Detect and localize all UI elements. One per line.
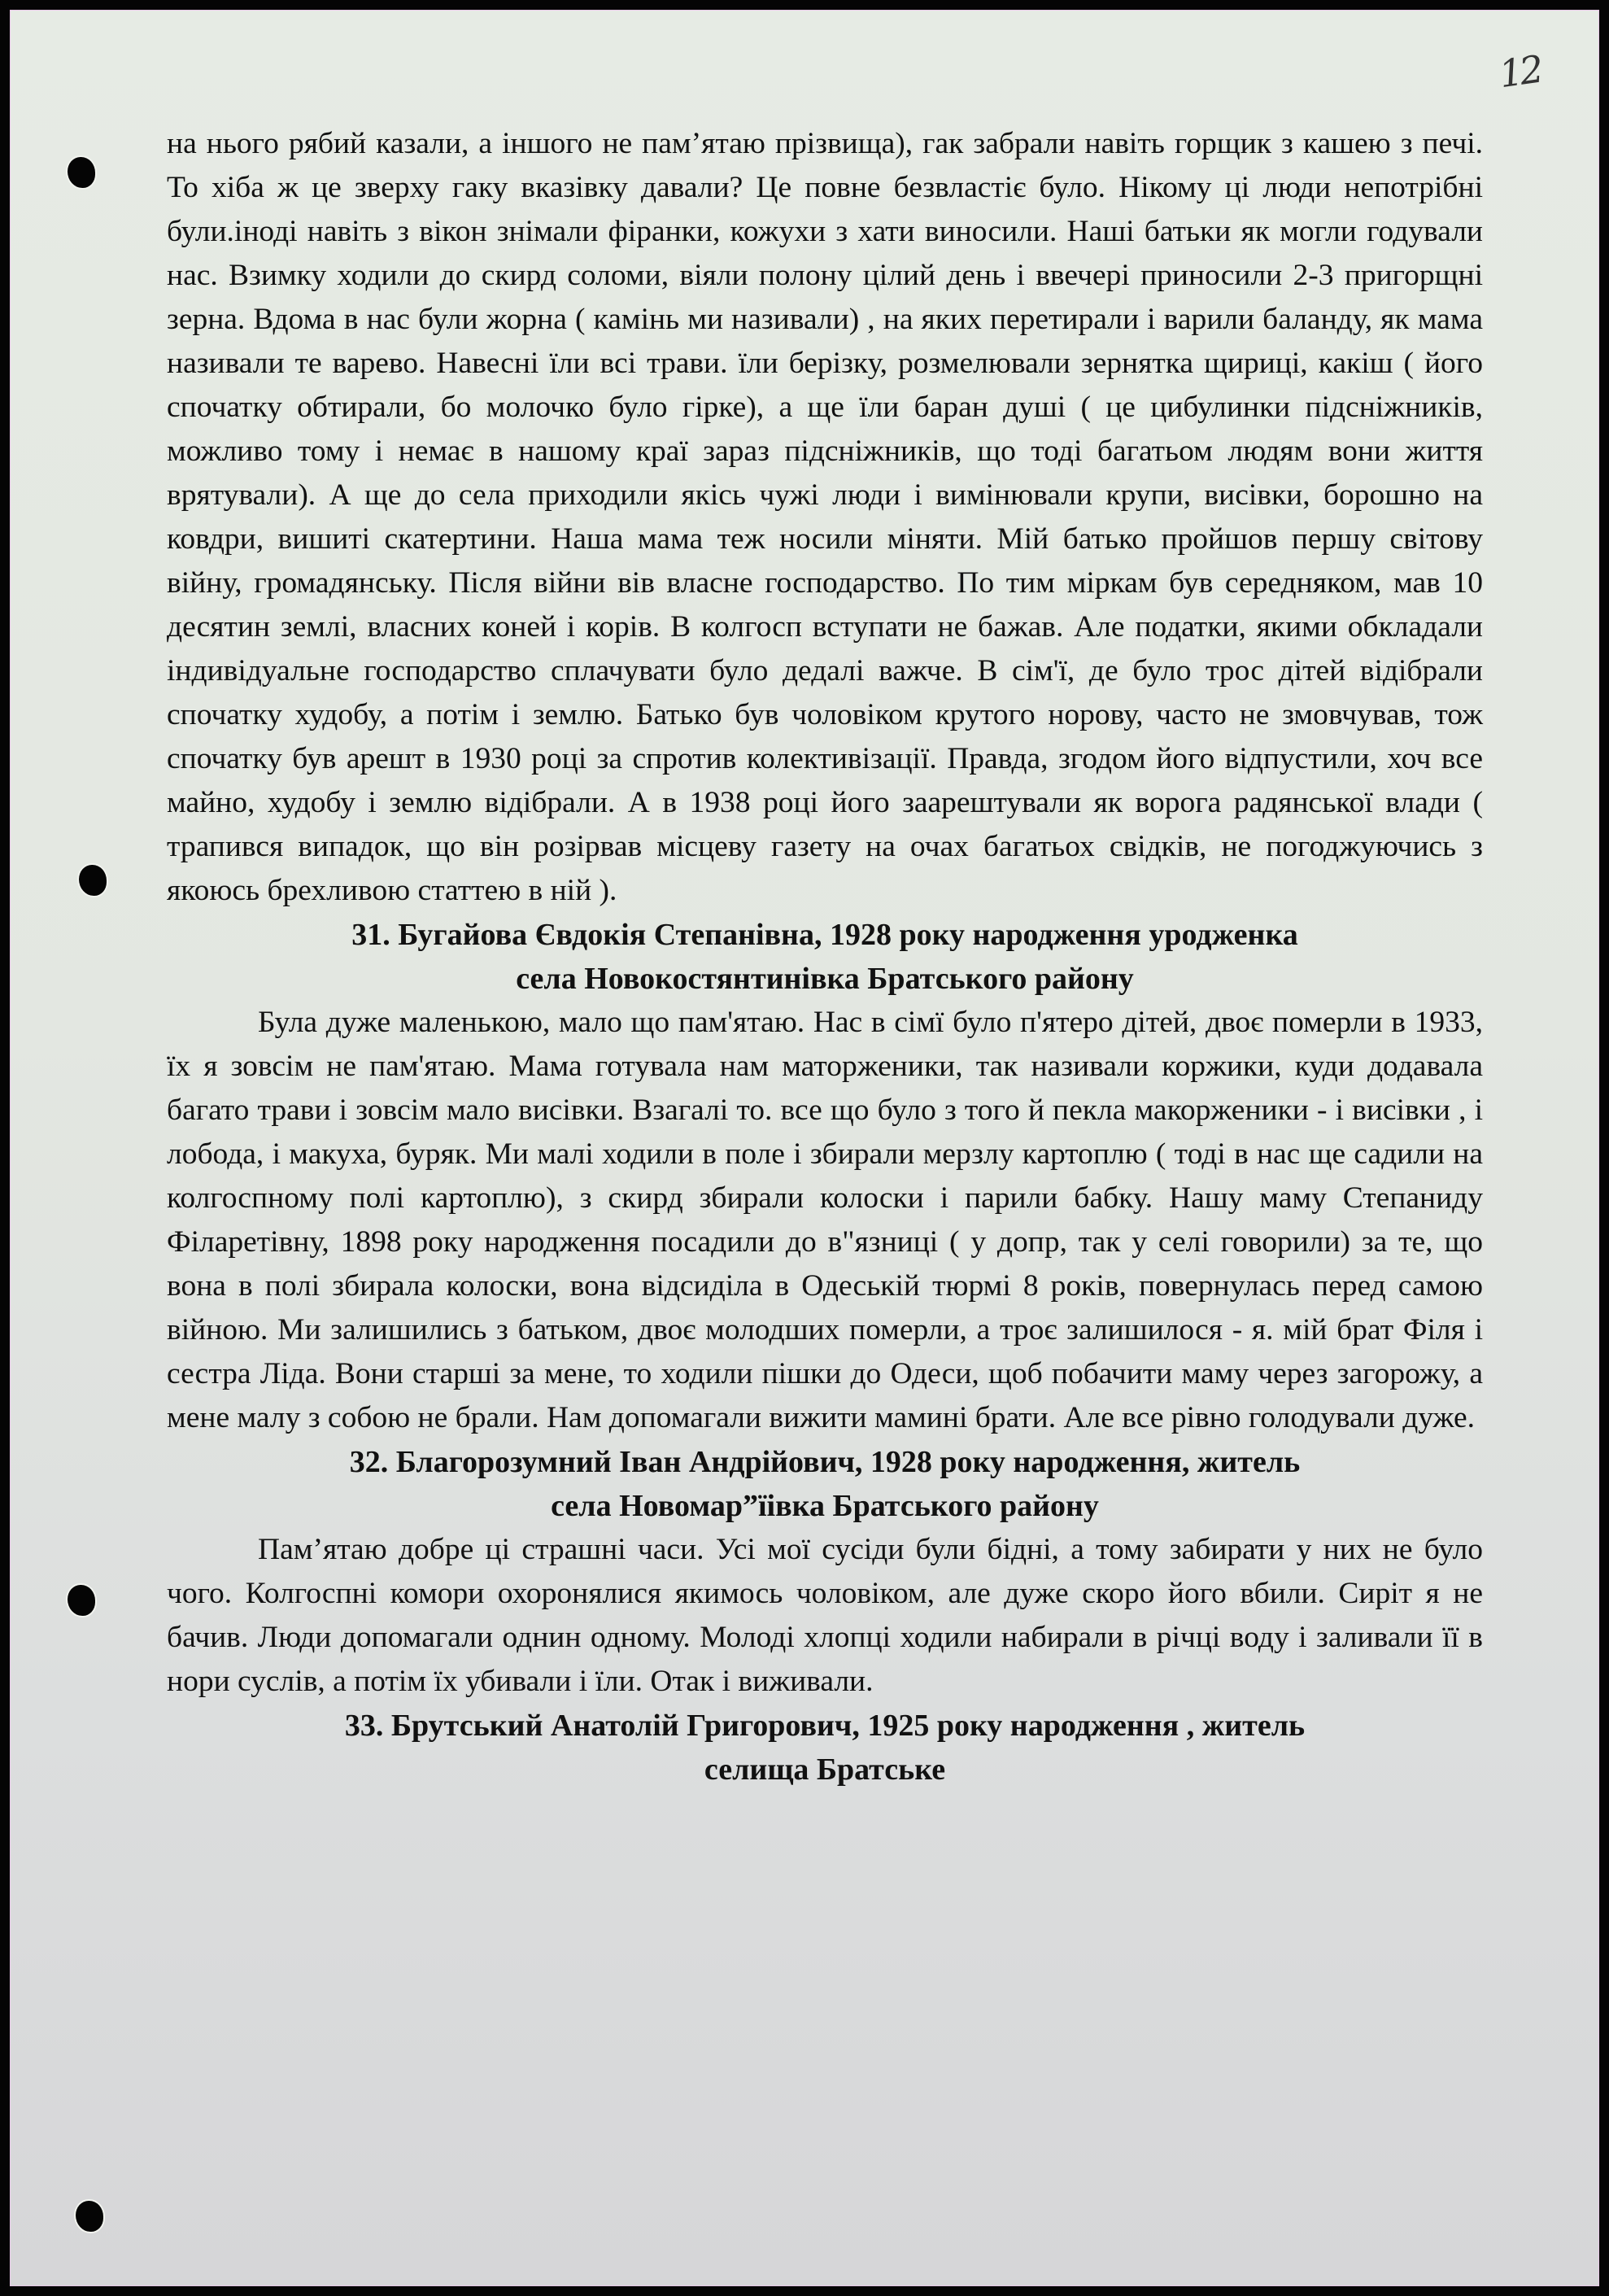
entry-heading-line: селища Братське	[704, 1753, 946, 1787]
handwritten-page-number: 12	[1496, 46, 1544, 97]
punch-hole-icon	[68, 1585, 95, 1616]
entry-heading-33	[167, 1704, 1483, 1792]
entry-heading-line: 32. Благорозумний Іван Андрійович, 1928 року народження, житель	[349, 1445, 1301, 1479]
entry-heading-line: села Новомар”їівка Братського району	[551, 1489, 1099, 1523]
entry-heading-line: 31. Бугайова Євдокія Степанівна, 1928 року народження уродженка	[351, 918, 1298, 952]
continued-paragraph: на нього рябий казали, а іншого не пам’ятаю прізвища), гак забрали навіть горщик з кашею з печі. То хіба ж це зверху гаку вказівку давали? Це повне безвластіє було. Нікому ці люди непотрібні були.іноді навіть з вікон знімали фіранки, кожухи з хати виносили. Наші батьки як могли годували нас. Взимку ходили до скирд соломи, віяли полону цілий день і ввечері приносили 2-3 пригорщні зерна. Вдома в нас були жорна ( камінь ми називали) , на яких перетирали і варили баланду, як мама називали те варево. Навесні їли всі трави. їли берізку, розмелювали зернятка щириці, какіш ( його спочатку обтирали, бо молочко було гірке), а ще їли баран душі ( це цибулинки підсніжників, можливо тому і немає в нашому краї зараз підсніжників, що тоді багатьом людям вони життя врятували). А ще до села приходили якісь чужі люди і вимінювали крупи, висівки, борошно на ковдри, вишиті скатертини. Наша мама теж носили міняти. Мій батько пройшов першу світову війну, громадянську. Після війни вів власне господарство. По тим міркам був середняком, мав 10 десятин землі, власних коней і корів. В колгосп вступати не бажав. Але податки, якими обкладали індивідуальне господарство сплачувати було дедалі важче. В сім'ї, де було трос дітей відібрали спочатку худобу, а потім і землю. Батько був чоловіком крутого норову, часто не змовчував, тож спочатку був арешт в 1930 році за спротив колективізації. Правда, згодом його відпустили, хоч все майно, худобу і землю відібрали. А в 1938 році його заарештували як ворога радянської влади ( трапився випадок, що він розірвав місцеву газету на очах багатьох свідків, не погоджуючись з якоюсь брехливою статтею в ній ).	[167, 127, 1483, 907]
entry-heading-line: 33. Брутський Анатолій Григорович, 1925 року народження , житель	[344, 1709, 1306, 1743]
punch-hole-icon	[79, 865, 107, 896]
document-body	[167, 122, 1483, 1792]
entry-text-32: Пам’ятаю добре ці страшні часи. Усі мої сусіди були бідні, а тому забирати у них не було чого. Колгоспні комори охоронялися якимось чоловіком, але дуже скоро його вбили. Сиріт я не бачив. Люди допомагали однин одному. Молоді хлопці ходили набирали в річці воду і заливали її в нори суслів, а потім їх убивали і їли. Отак і виживали.	[167, 1533, 1483, 1698]
punch-hole-icon	[76, 2201, 103, 2232]
entry-heading-31	[167, 913, 1483, 1001]
punch-hole-icon	[68, 157, 95, 188]
entry-heading-32	[167, 1440, 1483, 1528]
entry-heading-line: села Новокостянтинівка Братського району	[516, 962, 1134, 996]
entry-text-31: Була дуже маленькою, мало що пам'ятаю. Нас в сімї було п'ятеро дітей, двоє померли в 1933, їх я зовсім не пам'ятаю. Мама готувала нам маторженики, так називали коржики, куди додавала багато трави і зовсім мало висівки. Взагалі то. все що було з того й пекла макорженики - і висівки , і лобода, і макуха, буряк. Ми малі ходили в поле і збирали мерзлу картоплю ( тоді в нас ще садили на колгоспному полі картоплю), з скирд збирали колоски і парили бабку. Нашу маму Степаниду Філаретівну, 1898 року народження посадили до в"язниці ( у допр, так у селі говорили) за те, що вона в полі збирала колоски, вона відсиділа в Одеській тюрмі 8 років, повернулась перед самою війною. Ми залишились з батьком, двоє молодших померли, а троє залишилося - я. мій брат Філя і сестра Ліда. Вони старші за мене, то ходили пішки до Одеси, щоб побачити маму через загорожу, а мене малу з собою не брали. Нам допомагали вижити мамині брати. Але все рівно голодували дуже.	[167, 1006, 1483, 1434]
